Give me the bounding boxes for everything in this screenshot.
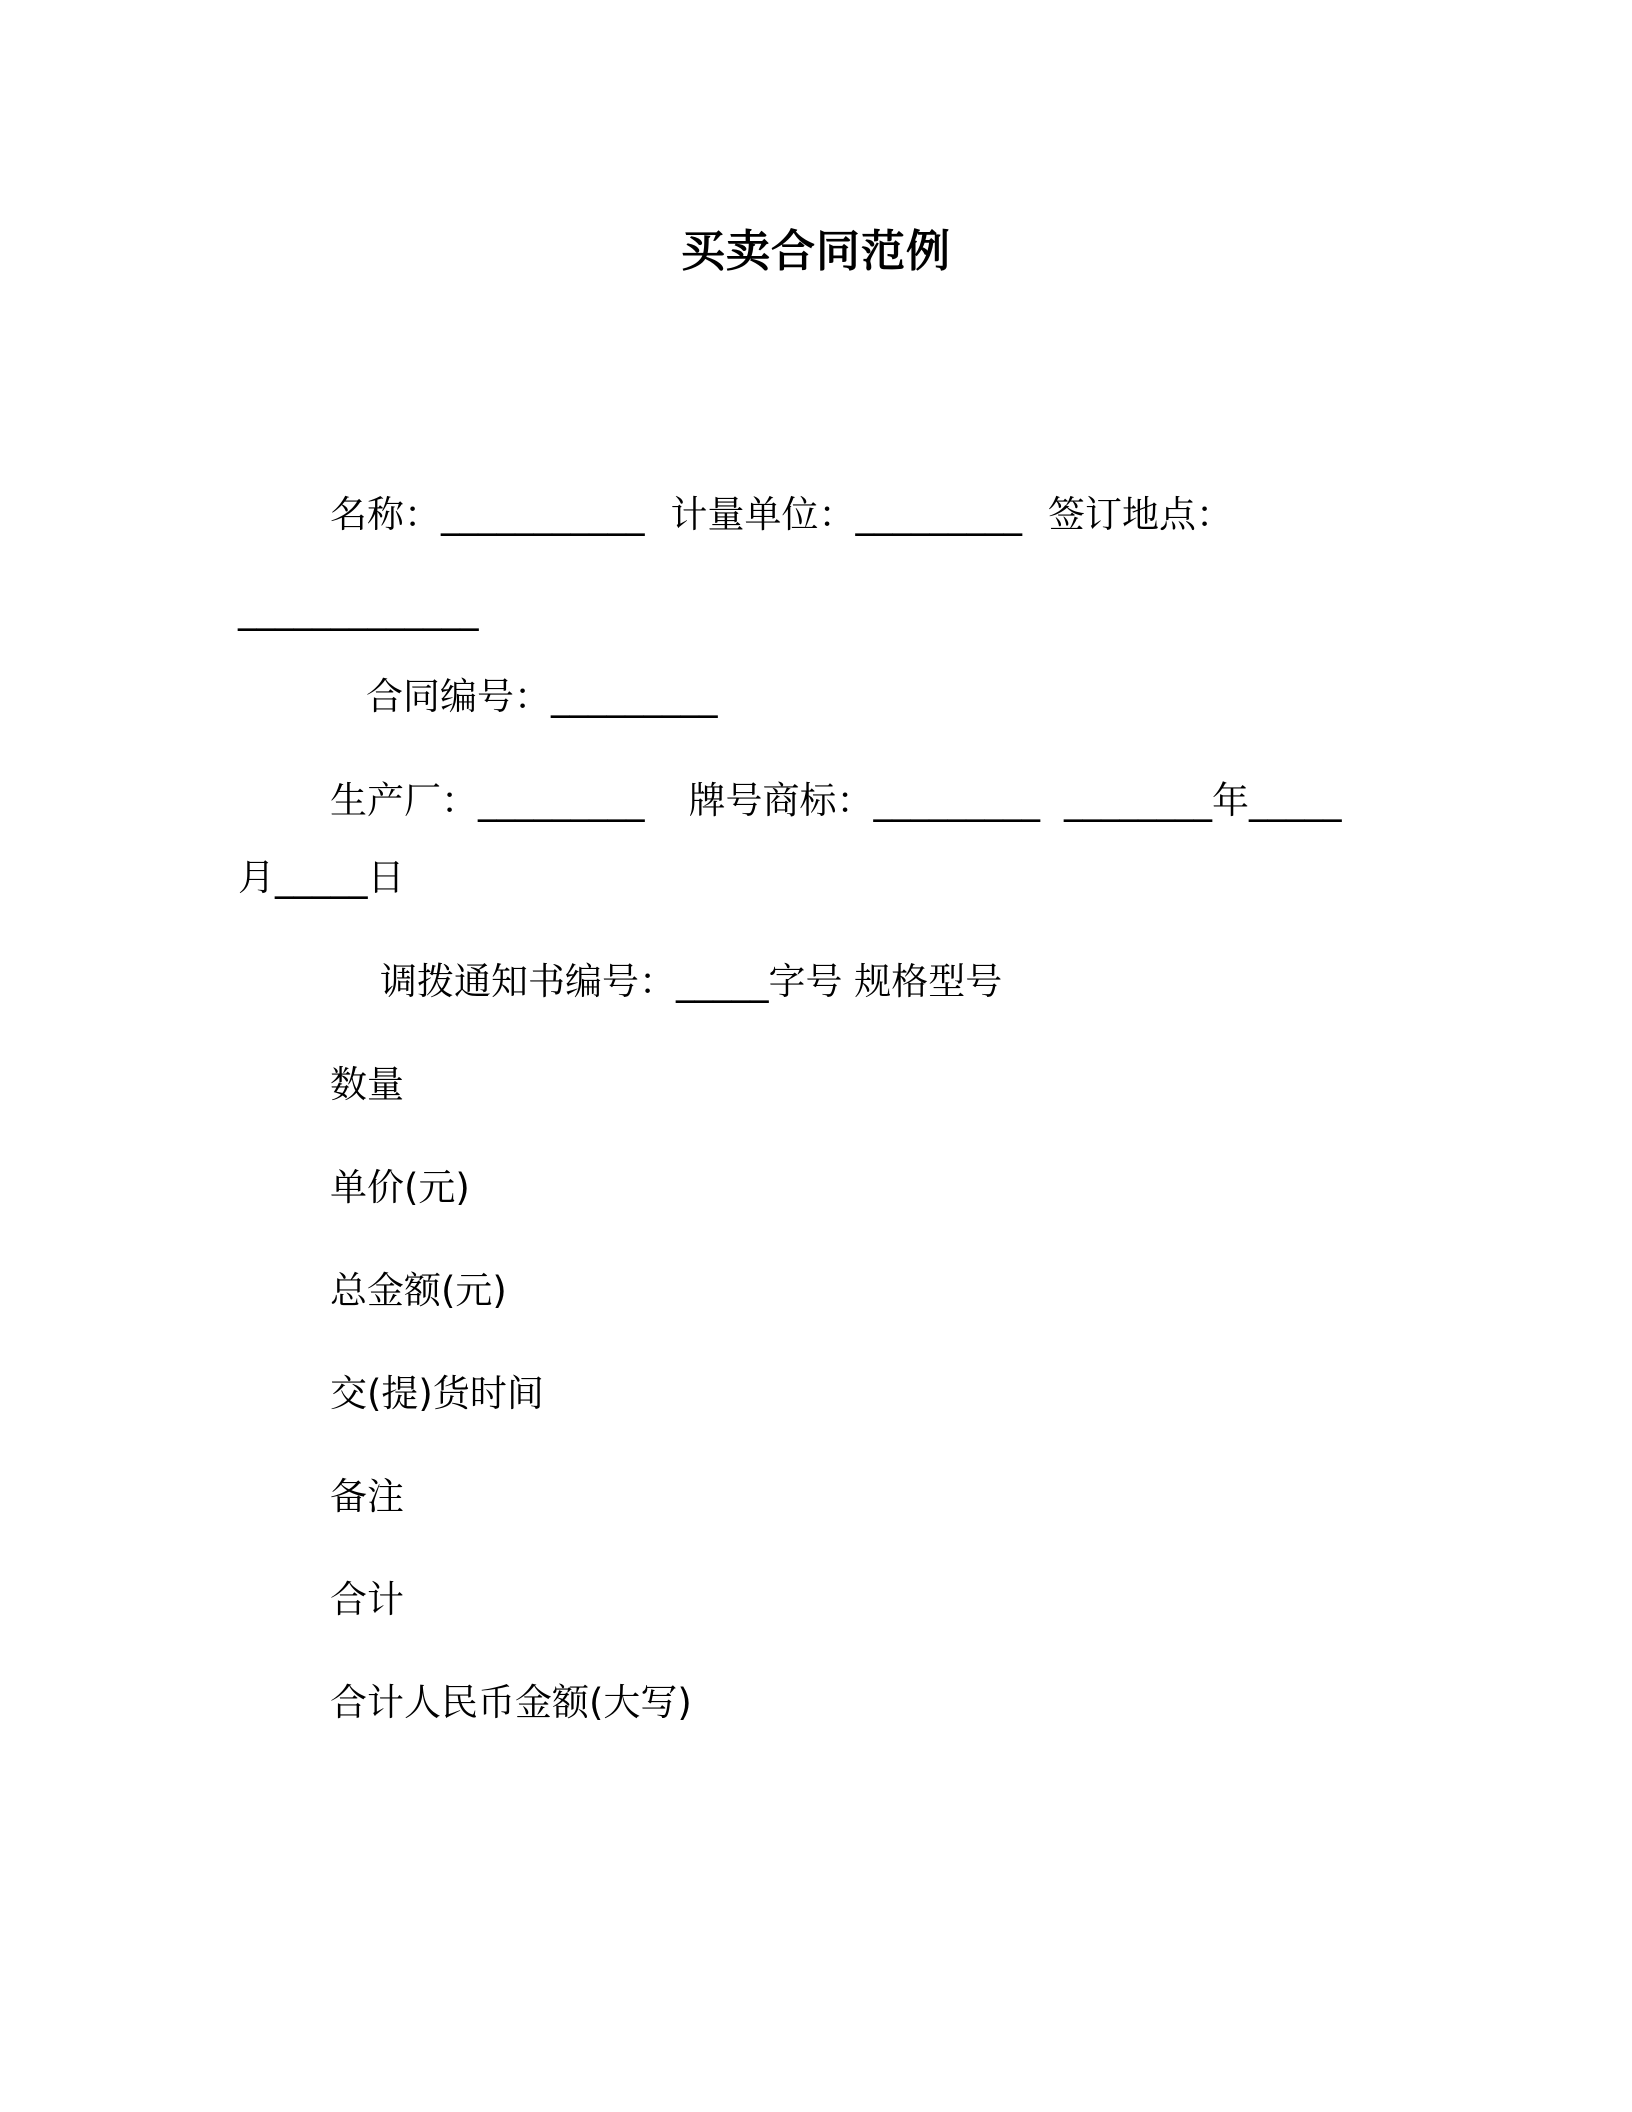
factory-label: 生产厂： (330, 779, 478, 822)
header-line-4 (330, 776, 1342, 826)
document-title: 买卖合同范例 (681, 226, 951, 277)
header-line-5 (238, 853, 405, 903)
header-line-3 (366, 672, 718, 722)
month-label: 月 (238, 856, 275, 899)
notice-blank: _____ (676, 960, 769, 1003)
item-total: 合计 (330, 1578, 404, 1621)
notice-suffix: 字号 规格型号 (768, 960, 1003, 1003)
name-label: 名称： (330, 493, 441, 536)
item-remarks: 备注 (330, 1475, 404, 1518)
brand-blank: _________ (873, 779, 1040, 822)
unit-blank: _________ (855, 493, 1022, 536)
brand-label: 牌号商标： (688, 779, 874, 822)
day-blank: _____ (275, 856, 368, 899)
item-total-amount: 总金额(元) (330, 1269, 507, 1312)
month-blank: _____ (1249, 779, 1342, 822)
header-line-2 (238, 585, 479, 635)
header-line-1 (330, 490, 1233, 540)
year-label: 年 (1212, 779, 1249, 822)
item-quantity: 数量 (330, 1063, 404, 1106)
contract-no-label: 合同编号： (366, 675, 551, 718)
day-label: 日 (367, 856, 405, 899)
item-unit-price: 单价(元) (330, 1166, 470, 1209)
name-blank: ___________ (441, 493, 645, 536)
header-line-6 (380, 957, 1002, 1007)
factory-blank: _________ (478, 779, 645, 822)
place-blank: _____________ (238, 588, 479, 631)
unit-label: 计量单位： (670, 493, 856, 536)
notice-label: 调拨通知书编号： (380, 960, 676, 1003)
item-total-rmb-uppercase: 合计人民币金额(大写) (330, 1681, 692, 1724)
item-delivery-time: 交(提)货时间 (330, 1372, 544, 1415)
contract-no-blank: _________ (551, 675, 718, 718)
year-blank: ________ (1064, 779, 1212, 822)
place-label: 签订地点： (1048, 493, 1233, 536)
